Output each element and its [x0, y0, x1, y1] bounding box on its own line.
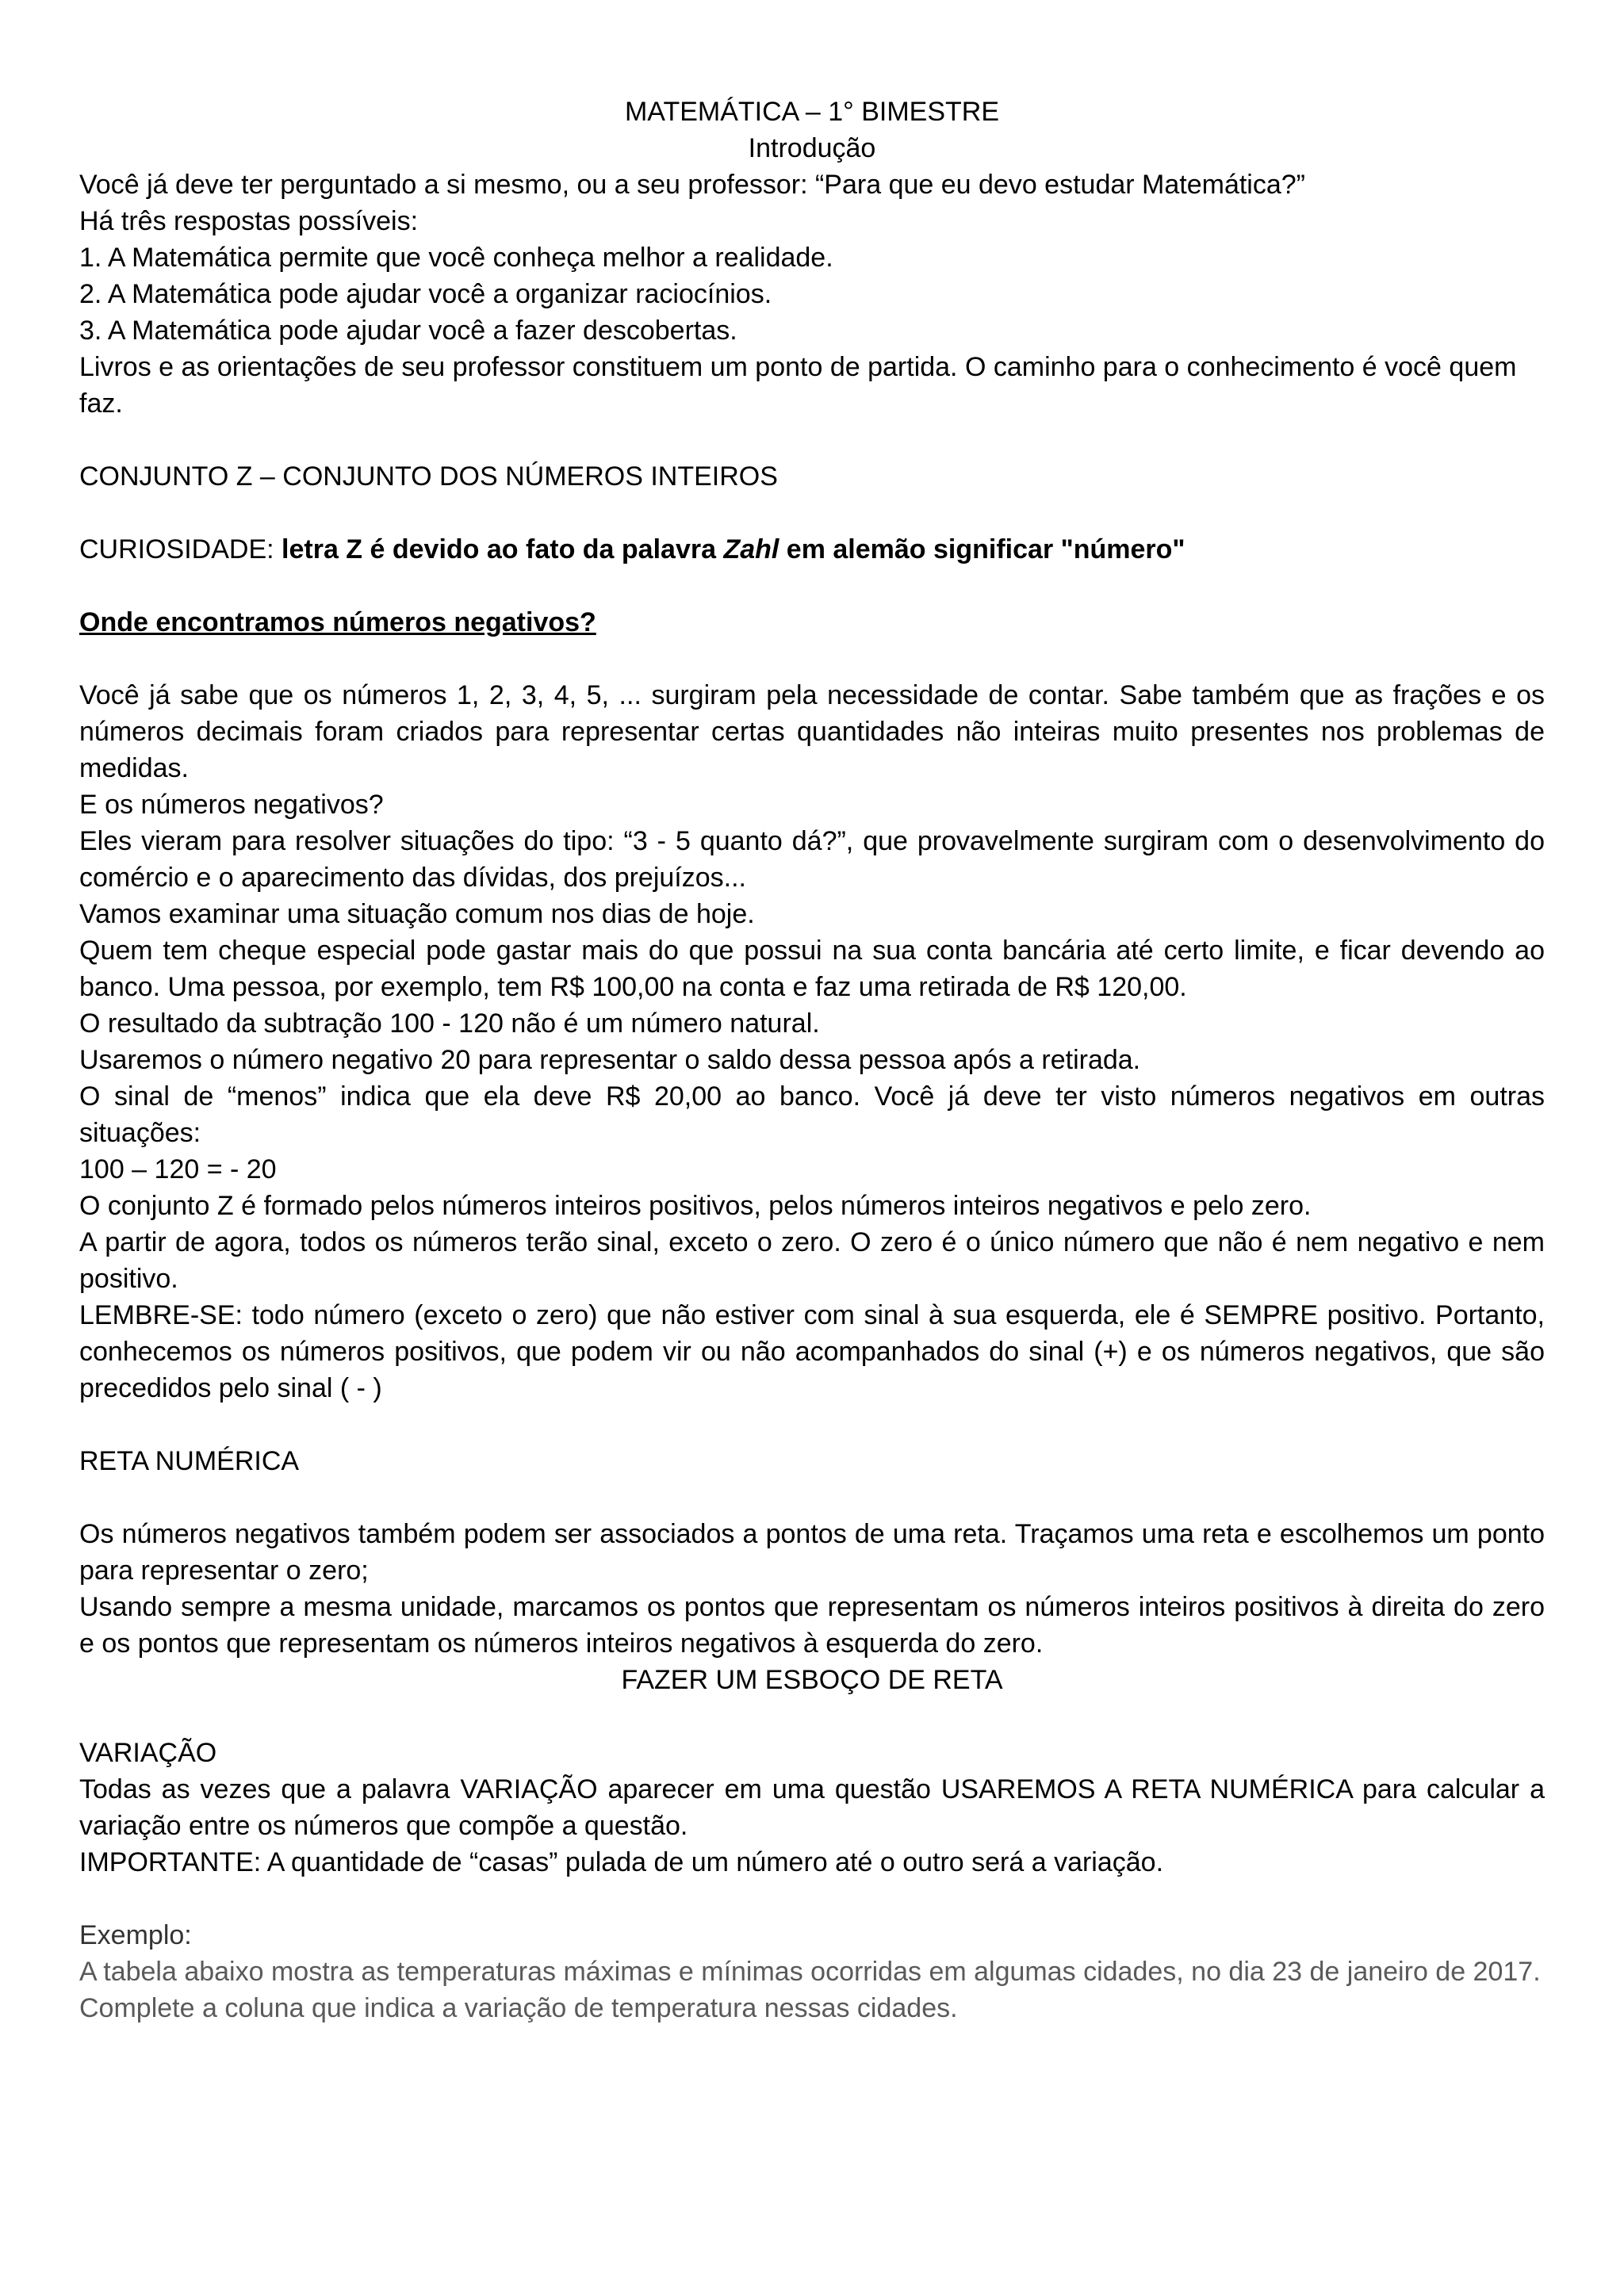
- paragraph: Todas as vezes que a palavra VARIAÇÃO aparecer em uma questão USAREMOS A RETA NUMÉRICA para calcular a variação entre os números que compõe a questão.: [79, 1774, 1545, 1841]
- intro-answer-2: 2. A Matemática pode ajudar você a organizar raciocínios.: [79, 279, 772, 309]
- paragraph: Usaremos o número negativo 20 para representar o saldo dessa pessoa após a retirada.: [79, 1045, 1141, 1075]
- intro-answers-lead: Há três respostas possíveis:: [79, 206, 419, 236]
- example-instruction: Complete a coluna que indica a variação de temperatura nessas cidades.: [79, 1993, 958, 2023]
- curiosity-text-start: letra Z é devido ao fato da palavra: [282, 534, 724, 564]
- paragraph: Vamos examinar uma situação comum nos dias de hoje.: [79, 899, 755, 929]
- spacer: [79, 641, 1545, 677]
- page-title: MATEMÁTICA – 1° BIMESTRE: [624, 97, 1000, 127]
- spacer: [79, 1881, 1545, 1917]
- curiosity-word: Zahl: [723, 534, 779, 564]
- example-label: Exemplo:: [79, 1920, 192, 1950]
- curiosity-line: [79, 531, 1545, 568]
- intro-answer-3: 3. A Matemática pode ajudar você a fazer descobertas.: [79, 316, 737, 346]
- paragraph: Usando sempre a mesma unidade, marcamos os pontos que representam os números inteiros positivos à direita do zero e os pontos que representam os números inteiros negativos à esquerda do zero.: [79, 1592, 1545, 1659]
- paragraph: O sinal de “menos” indica que ela deve R$ 20,00 ao banco. Você já deve ter visto números negativos em outras situações:: [79, 1081, 1545, 1148]
- important-note: IMPORTANTE: A quantidade de “casas” pulada de um número até o outro será a variação.: [79, 1847, 1164, 1877]
- paragraph: E os números negativos?: [79, 790, 384, 820]
- negatives-question-heading: Onde encontramos números negativos?: [79, 607, 596, 637]
- paragraph: Os números negativos também podem ser associados a pontos de uma reta. Traçamos uma reta e escolhemos um ponto para representar o zero;: [79, 1519, 1545, 1586]
- curiosity-text-end: em alemão significar "número": [779, 534, 1185, 564]
- intro-question: Você já deve ter perguntado a si mesmo, ou a seu professor: “Para que eu devo estudar Matemática?”: [79, 170, 1305, 200]
- page-subtitle: Introdução: [748, 133, 876, 163]
- spacer: [79, 1479, 1545, 1516]
- reminder-paragraph: LEMBRE-SE: todo número (exceto o zero) que não estiver com sinal à sua esquerda, ele é SEMPRE positivo. Portanto, conhecemos os números positivos, que podem vir ou não acompanhados do sinal (+) e os números negativos, que são precedidos pelo sinal ( - ): [79, 1300, 1545, 1403]
- spacer: [79, 1698, 1545, 1735]
- section-heading-variacao: VARIAÇÃO: [79, 1738, 217, 1768]
- section-heading-conjunto: CONJUNTO Z – CONJUNTO DOS NÚMEROS INTEIROS: [79, 461, 778, 492]
- equation: 100 – 120 = - 20: [79, 1154, 277, 1184]
- intro-answer-1: 1. A Matemática permite que você conheça melhor a realidade.: [79, 243, 833, 273]
- spacer: [79, 495, 1545, 531]
- paragraph: O conjunto Z é formado pelos números inteiros positivos, pelos números inteiros negativos e pelo zero.: [79, 1191, 1312, 1221]
- paragraph: Quem tem cheque especial pode gastar mais do que possui na sua conta bancária até certo limite, e ficar devendo ao banco. Uma pessoa, por exemplo, tem R$ 100,00 na conta e faz uma retirada de R$ 120,00.: [79, 936, 1545, 1002]
- section-heading-reta: RETA NUMÉRICA: [79, 1446, 300, 1476]
- example-text: A tabela abaixo mostra as temperaturas máximas e mínimas ocorridas em algumas cidades, no dia 23 de janeiro de 2017.: [79, 1957, 1541, 1987]
- paragraph: Você já sabe que os números 1, 2, 3, 4, 5, ... surgiram pela necessidade de contar. Sabe também que as frações e os números decimais foram criados para representar certas quantidades não inteiras muito presentes nos problemas de medidas.: [79, 680, 1545, 783]
- spacer: [79, 422, 1545, 458]
- paragraph: Eles vieram para resolver situações do tipo: “3 - 5 quanto dá?”, que provavelmente surgiram com o desenvolvimento do comércio e o aparecimento das dívidas, dos prejuízos...: [79, 826, 1545, 893]
- paragraph: O resultado da subtração 100 - 120 não é um número natural.: [79, 1008, 820, 1039]
- spacer: [79, 568, 1545, 604]
- sketch-note: FAZER UM ESBOÇO DE RETA: [621, 1665, 1003, 1695]
- curiosity-label: CURIOSIDADE:: [79, 534, 282, 564]
- spacer: [79, 1406, 1545, 1443]
- paragraph: A partir de agora, todos os números terão sinal, exceto o zero. O zero é o único número que não é nem negativo e nem positivo.: [79, 1227, 1545, 1294]
- intro-closing: Livros e as orientações de seu professor constituem um ponto de partida. O caminho para o conhecimento é você quem faz.: [79, 352, 1517, 419]
